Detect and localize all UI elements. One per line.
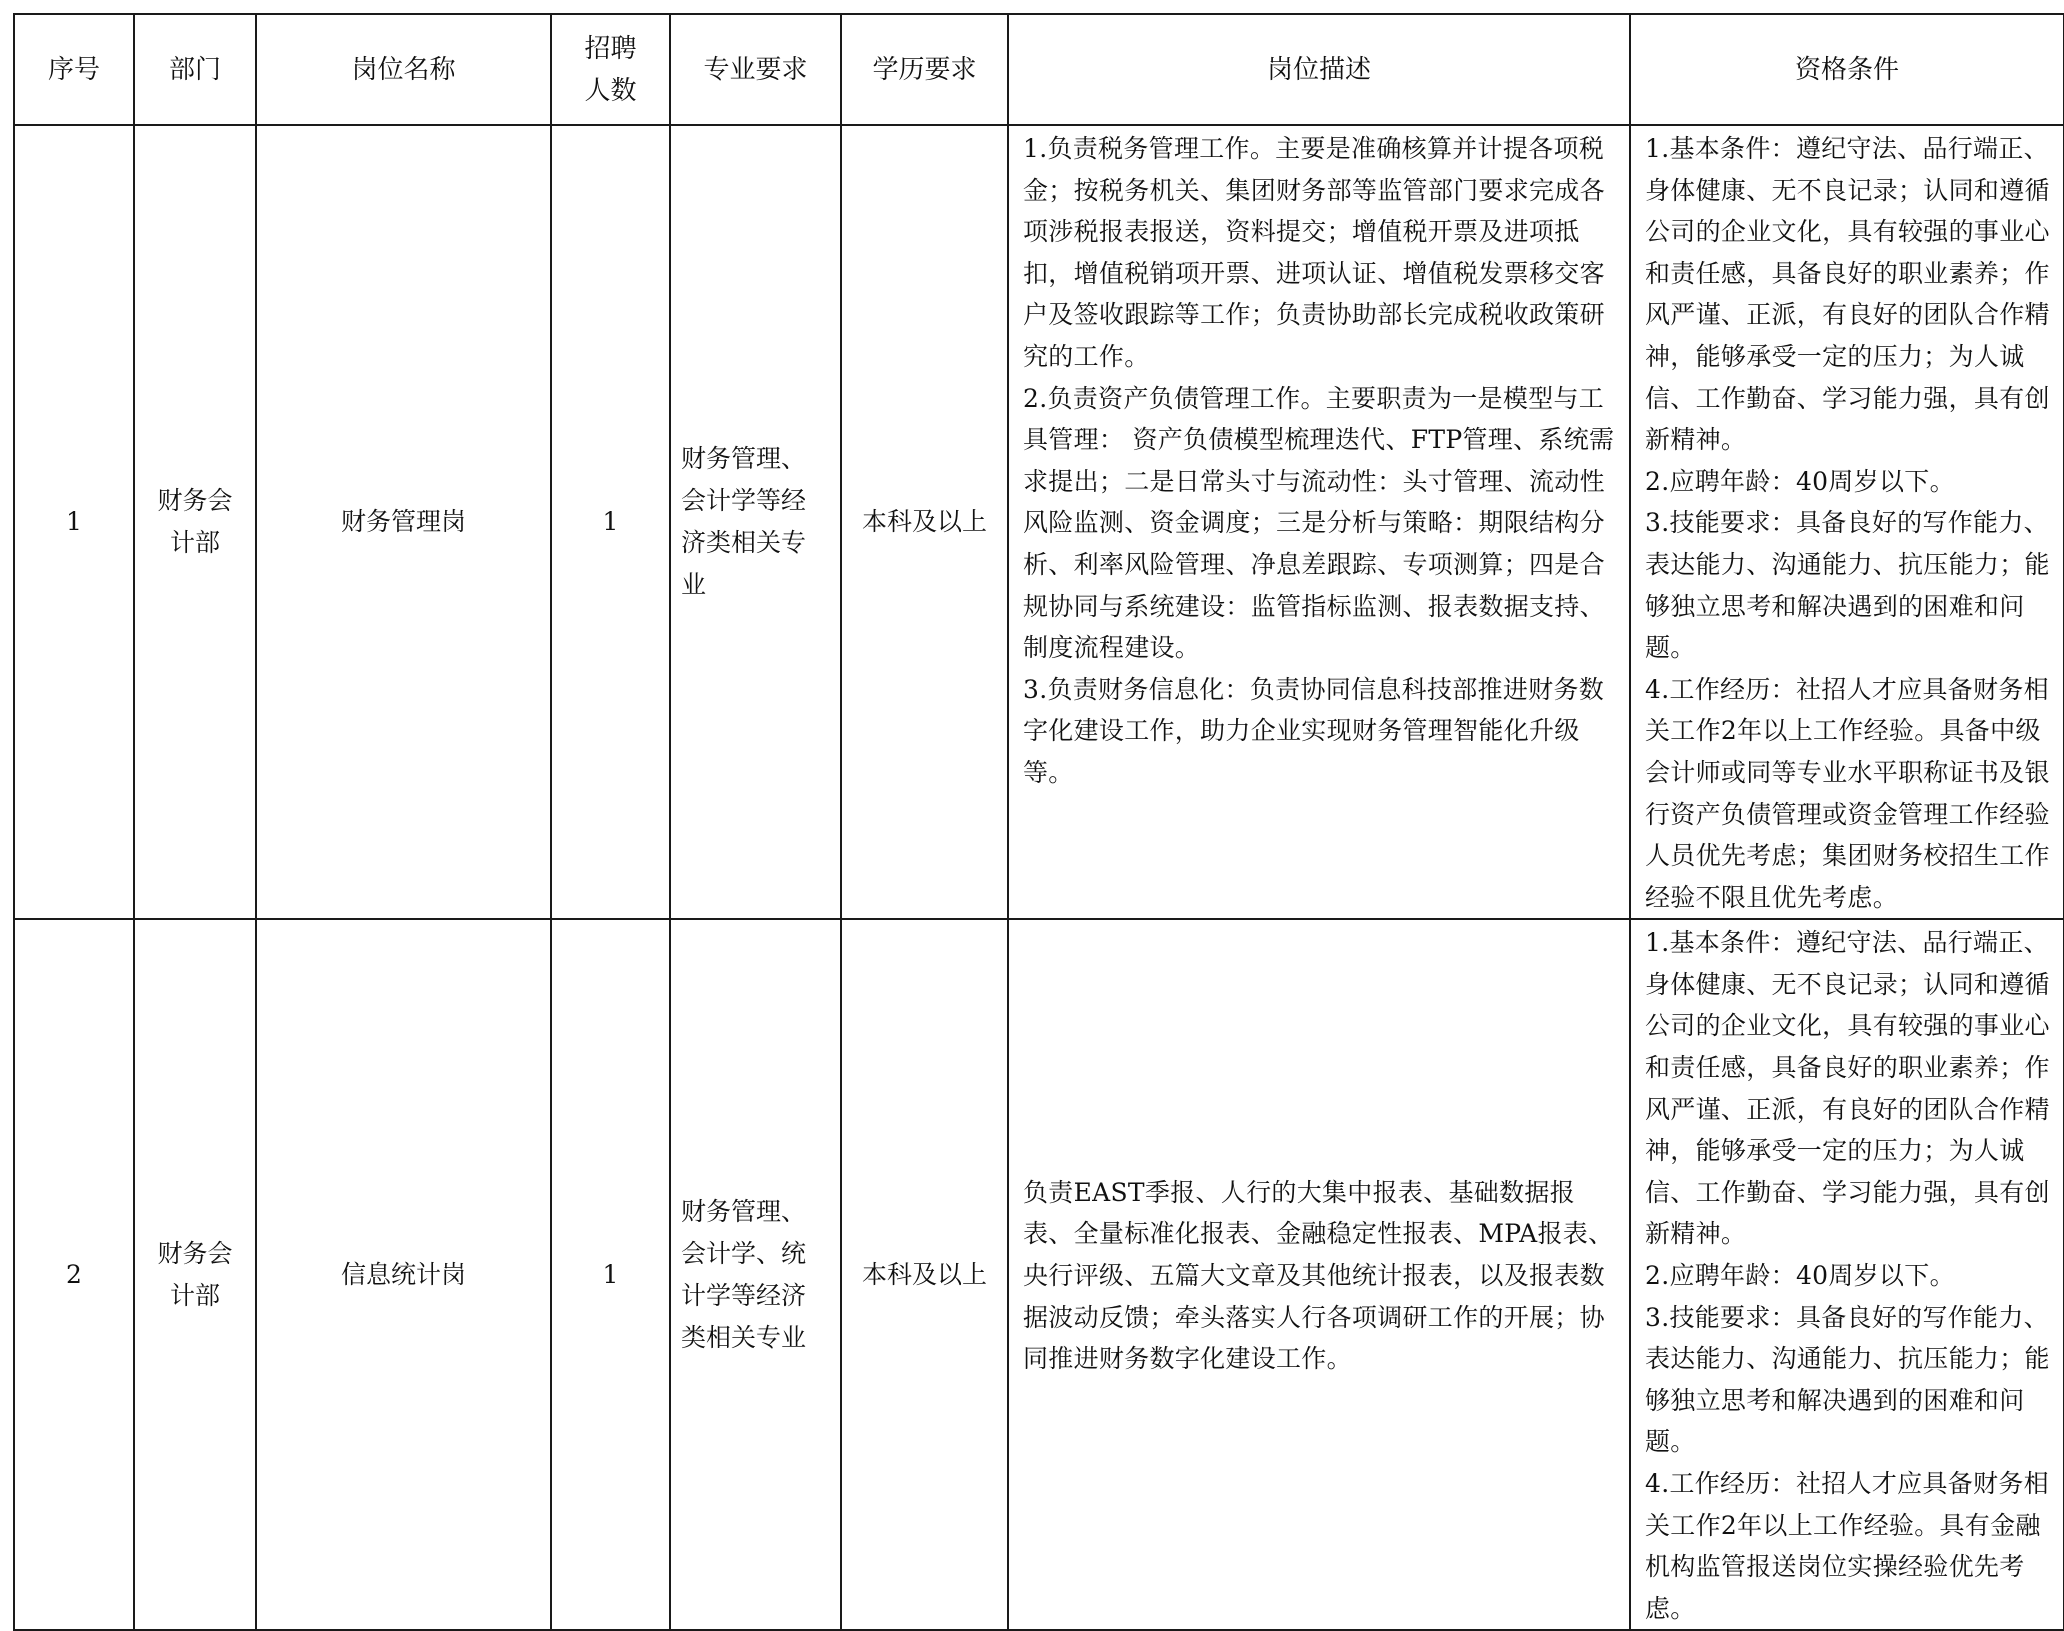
qualification-item: 2.应聘年龄：40周岁以下。 bbox=[1645, 466, 1955, 496]
table-row bbox=[14, 919, 2064, 1630]
header-position: 岗位名称 bbox=[256, 14, 551, 125]
header-count: 招聘人数 bbox=[551, 14, 670, 125]
cell-count: 1 bbox=[551, 919, 670, 1630]
cell-education: 本科及以上 bbox=[841, 125, 1008, 919]
table-row bbox=[14, 125, 2064, 919]
cell-major: 财务管理、会计学等经济类相关专业 bbox=[670, 125, 841, 919]
qualification-item: 4.工作经历：社招人才应具备财务相关工作2年以上工作经验。具有金融机构监管报送岗位实操经验优先考虑。 bbox=[1645, 1469, 2049, 1623]
qualification-item: 1.基本条件：遵纪守法、品行端正、身体健康、无不良记录；认同和遵循公司的企业文化，具有较强的事业心和责任感，具备良好的职业素养；作风严谨、正派，有良好的团队合作精神，能够承受一定的压力；为人诚信、工作勤奋、学习能力强，具有创新精神。 bbox=[1645, 928, 2050, 1249]
description-paragraph: 负责EAST季报、人行的大集中报表、基础数据报表、全量标准化报表、金融稳定性报表、MPA报表、央行评级、五篇大文章及其他统计报表，以及报表数据波动反馈；牵头落实人行各项调研工作的开展；协同推进财务数字化建设工作。 bbox=[1023, 1177, 1614, 1374]
header-major: 专业要求 bbox=[670, 14, 841, 125]
cell-position: 财务管理岗 bbox=[256, 125, 551, 919]
header-education: 学历要求 bbox=[841, 14, 1008, 125]
qualification-item: 3.技能要求：具备良好的写作能力、表达能力、沟通能力、抗压能力；能够独立思考和解决遇到的困难和问题。 bbox=[1645, 1302, 2050, 1457]
cell-major: 财务管理、会计学、统计学等经济类相关专业 bbox=[670, 919, 841, 1630]
qualification-item: 1.基本条件：遵纪守法、品行端正、身体健康、无不良记录；认同和遵循公司的企业文化，具有较强的事业心和责任感，具备良好的职业素养；作风严谨、正派，有良好的团队合作精神，能够承受一定的压力；为人诚信、工作勤奋、学习能力强，具有创新精神。 bbox=[1645, 134, 2050, 455]
cell-education: 本科及以上 bbox=[841, 919, 1008, 1630]
qualification-item: 4.工作经历：社招人才应具备财务相关工作2年以上工作经验。具备中级会计师或同等专业水平职称证书及银行资产负债管理或资金管理工作经验人员优先考虑；集团财务校招生工作经验不限且优先考虑。 bbox=[1645, 674, 2050, 912]
description-paragraph: 2.负责资产负债管理工作。主要职责为一是模型与工具管理： 资产负债模型梳理迭代、FTP管理、系统需求提出；二是日常头寸与流动性：头寸管理、流动性风险监测、资金调度；三是分析与策略：期限结构分析、利率风险管理、净息差跟踪、专项测算；四是合规协同与系统建设：监管指标监测、报表数据支持、制度流程建设。 bbox=[1023, 383, 1615, 663]
table-header-row bbox=[14, 14, 2064, 125]
recruitment-table bbox=[13, 13, 2064, 1631]
header-description: 岗位描述 bbox=[1008, 14, 1630, 125]
cell-description bbox=[1008, 125, 1630, 919]
cell-count: 1 bbox=[551, 125, 670, 919]
qualification-item: 3.技能要求：具备良好的写作能力、表达能力、沟通能力、抗压能力；能够独立思考和解决遇到的困难和问题。 bbox=[1645, 508, 2050, 663]
header-department: 部门 bbox=[134, 14, 256, 125]
cell-position: 信息统计岗 bbox=[256, 919, 551, 1630]
qualification-item: 2.应聘年龄：40周岁以下。 bbox=[1645, 1261, 1955, 1291]
cell-department: 财务会计部 bbox=[134, 919, 256, 1630]
cell-index: 2 bbox=[14, 919, 134, 1630]
cell-description bbox=[1008, 919, 1630, 1630]
description-paragraph: 3.负责财务信息化：负责协同信息科技部推进财务数字化建设工作，助力企业实现财务管理智能化升级等。 bbox=[1023, 674, 1605, 787]
recruitment-document bbox=[13, 13, 2063, 1623]
header-index: 序号 bbox=[14, 14, 134, 125]
description-paragraph: 1.负责税务管理工作。主要是准确核算并计提各项税金；按税务机关、集团财务部等监管部门要求完成各项涉税报表报送，资料提交；增值税开票及进项抵扣，增值税销项开票、进项认证、增值税发票移交客户及签收跟踪等工作；负责协助部长完成税收政策研究的工作。 bbox=[1023, 134, 1605, 371]
cell-qualifications bbox=[1630, 125, 2064, 919]
header-qualifications: 资格条件 bbox=[1630, 14, 2064, 125]
cell-qualifications bbox=[1630, 919, 2064, 1630]
cell-department: 财务会计部 bbox=[134, 125, 256, 919]
cell-index: 1 bbox=[14, 125, 134, 919]
